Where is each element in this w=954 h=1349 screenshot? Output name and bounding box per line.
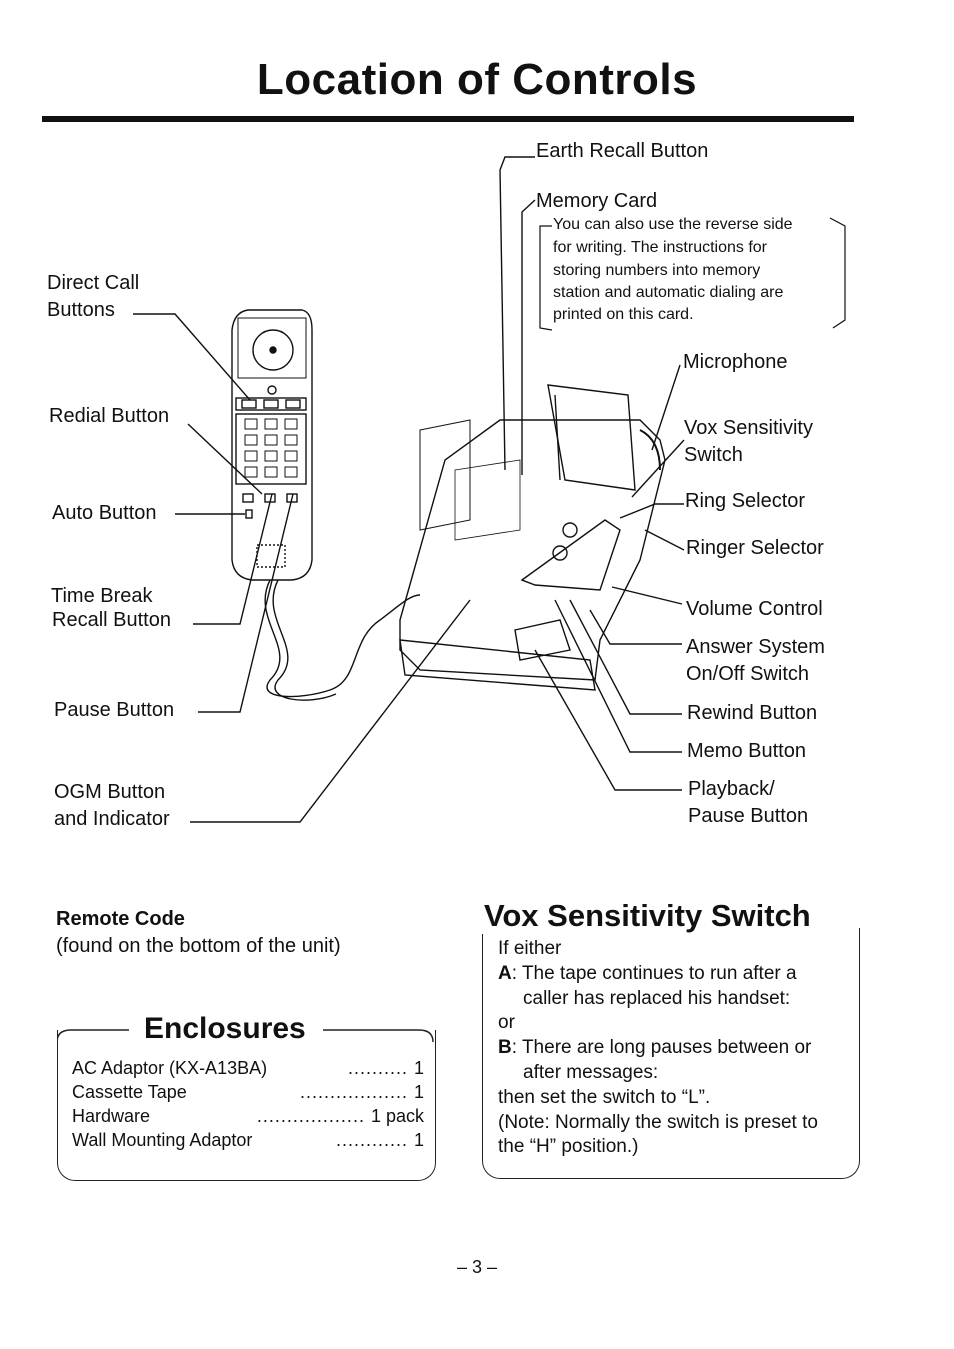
label-answer-system-line-1: Answer System — [686, 636, 825, 658]
enclosure-qty: 1 — [413, 1058, 424, 1078]
page-number: – 3 – — [456, 1257, 498, 1277]
remote-code-heading: Remote Code — [56, 908, 185, 930]
label-time-break-line-2: Recall Button — [52, 609, 171, 631]
vox-line: caller has replaced his handset: — [523, 987, 791, 1009]
vox-line: A: The tape continues to run after a — [498, 962, 797, 984]
label-auto-button: Auto Button — [52, 502, 157, 524]
list-item — [72, 1080, 424, 1104]
label-redial-button: Redial Button — [49, 405, 170, 427]
vox-line: the “H” position.) — [498, 1136, 639, 1158]
label-memo-button: Memo Button — [687, 740, 806, 762]
enclosure-qty: 1 — [413, 1082, 424, 1102]
page-title: Location of Controls — [256, 55, 698, 104]
label-ogm-line-1: OGM Button — [54, 781, 166, 803]
label-ring-selector: Ring Selector — [685, 490, 806, 512]
vox-line: If either — [498, 938, 562, 959]
enclosure-qty: 1 — [413, 1130, 424, 1150]
vox-line: B: There are long pauses between or — [498, 1037, 812, 1059]
label-direct-call-line-2: Buttons — [47, 299, 115, 321]
memory-card-note-line-5: printed on this card. — [553, 306, 694, 323]
label-pause-button: Pause Button — [54, 699, 175, 721]
memory-card-note-line-4: station and automatic dialing are — [553, 284, 784, 301]
enclosure-dots: .................. — [256, 1106, 365, 1126]
vox-line: then set the switch to “L”. — [498, 1086, 711, 1108]
enclosure-name: Cassette Tape — [72, 1082, 187, 1102]
memory-card-note-line-2: for writing. The instructions for — [553, 239, 768, 256]
label-vox-line-2: Switch — [684, 444, 743, 466]
label-ringer-selector: Ringer Selector — [686, 537, 824, 559]
list-item — [72, 1104, 424, 1128]
memory-card-note-line-3: storing numbers into memory — [553, 262, 761, 279]
vox-line: (Note: Normally the switch is preset to — [498, 1111, 818, 1133]
enclosures-list — [72, 1056, 424, 1152]
label-playback-line-1: Playback/ — [688, 778, 775, 800]
enclosure-dots: ............ — [335, 1130, 408, 1150]
label-ogm-line-2: and Indicator — [54, 808, 170, 830]
enclosure-name: Hardware — [72, 1106, 151, 1126]
enclosure-name: Wall Mounting Adaptor — [72, 1130, 253, 1150]
label-time-break-line-1: Time Break — [51, 585, 153, 607]
label-memory-card: Memory Card — [536, 190, 658, 212]
memory-card-note-line-1: You can also use the reverse side — [553, 216, 793, 233]
label-vox-line-1: Vox Sensitivity — [684, 417, 813, 439]
label-playback-line-2: Pause Button — [688, 805, 809, 827]
enclosure-dots: .......... — [347, 1058, 408, 1078]
vox-heading: Vox Sensitivity Switch — [480, 898, 815, 934]
list-item — [72, 1128, 424, 1152]
remote-code-text: (found on the bottom of the unit) — [56, 935, 341, 957]
vox-text — [498, 937, 818, 1160]
vox-line: or — [498, 1012, 515, 1034]
handset-illustration — [232, 310, 420, 700]
enclosure-dots: .................. — [299, 1082, 408, 1102]
label-rewind-button: Rewind Button — [687, 702, 818, 724]
label-volume-control: Volume Control — [686, 598, 823, 620]
label-answer-system-line-2: On/Off Switch — [686, 663, 810, 685]
list-item — [72, 1056, 424, 1080]
label-earth-recall-button: Earth Recall Button — [536, 140, 709, 162]
enclosures-heading: Enclosures — [138, 1012, 312, 1046]
label-direct-call-line-1: Direct Call — [47, 272, 140, 294]
label-microphone: Microphone — [683, 351, 788, 373]
vox-line: after messages: — [523, 1061, 659, 1083]
enclosure-name: AC Adaptor (KX-A13BA) — [72, 1058, 268, 1078]
enclosure-qty: 1 pack — [370, 1106, 424, 1126]
